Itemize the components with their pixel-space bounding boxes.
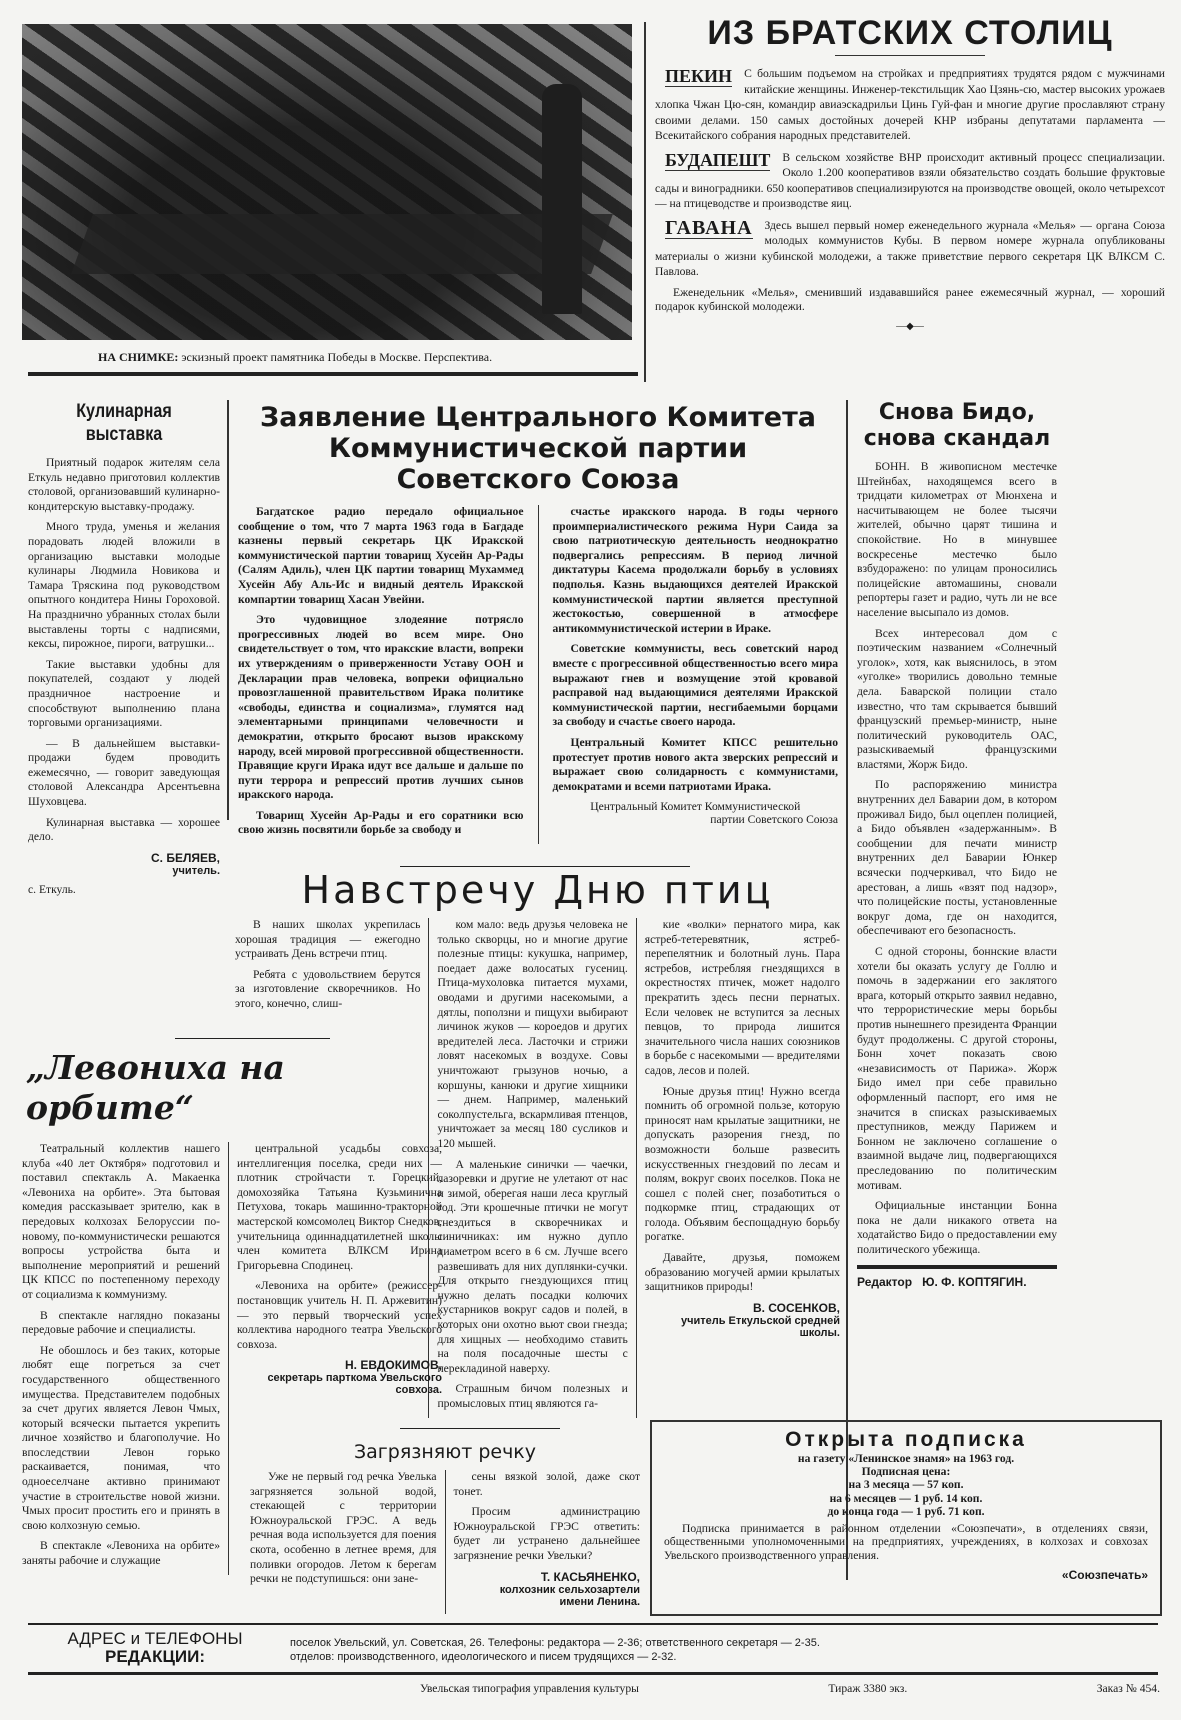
statement-paragraph: Товарищ Хусейн Ар-Рады и его соратники всю свою жизнь посвятили борьбе за свободу и <box>238 808 524 837</box>
statement-title-line3: Советского Союза <box>396 464 680 495</box>
levonikha-paragraph: Театральный коллектив нашего клуба «40 лет Октября» подготовил и поставил спектакль А. Макаенка «Левониха на орбите». Эта бытовая комедия рассказывает зрителю, как в передовых колхозах Белоруссии по-новому, по-коммунистически решаются вопросы устройства быта и выполнение мероприятий и решений ЦК КПСС по постепенному переходу от социализма к коммунизму. <box>22 1142 220 1301</box>
capitals-item <box>655 66 1165 144</box>
levonikha-col1 <box>22 1142 220 1575</box>
statement-signature-line1: Центральный Комитет Коммунистической <box>590 800 801 814</box>
footer-printer: Увельская типография управления культуры <box>420 1682 639 1695</box>
culinary-title-line2: выставка <box>85 424 163 445</box>
subscription-price: на 6 месяцев — 1 руб. 14 коп. <box>829 1491 983 1505</box>
capitals-item <box>655 218 1165 280</box>
subscription-text: Подписка принимается в районном отделении «Союзпечати», в отделениях связи, общественными уполномоченными на предприятиях, учреждениях, в колхозах и совхозах Увельского производственного управления. <box>664 1521 1148 1562</box>
rule-under-photo <box>28 372 638 376</box>
statement-col2 <box>553 505 839 844</box>
subscription-prices <box>664 1478 1148 1519</box>
statement-article <box>238 402 838 844</box>
birds-col-rule <box>636 918 637 1418</box>
bido-paragraph: По распоряжению министра внутренних дел Баварии дом, в котором проживал Бидо, был оцеплен полицией, а Бидо объявлен «задержанным». В сообщении для печати министр внутренних дел Баварии Юнкер всячески подчеркивал, что Бидо не арестован, а лишь «взят под надзор», что полицейские посты, установленные вокруг дома, где он находится, обеспечивают его безопасность. <box>857 778 1057 938</box>
river-paragraph: сены вязкой золой, даже скот тонет. <box>453 1470 641 1498</box>
levonikha-author-role: секретарь парткома Увельского совхоза. <box>267 1372 442 1397</box>
photo-caption-lead: НА СНИМКЕ: <box>98 350 179 364</box>
rule-footer-bottom <box>28 1672 1158 1675</box>
rule-culinary-right <box>227 400 229 820</box>
bido-title <box>857 400 1057 452</box>
city-budapest-text: В сельском хозяйстве ВНР происходит активный процесс специализации. Около 1.200 кооперативов взяли обязательство создать большие фруктовые сады и виноградники. 650 кооперативов специализируются на производстве овощей, около четырехсот — на птицеводстве и производстве яиц. <box>655 150 1165 210</box>
rule-capitals-left <box>644 22 646 382</box>
statement-paragraph: счастье иракского народа. В годы черного проимпериалистического режима Нури Саида за свою патриотическую деятельность неоднократно подвергались репрессиям. В период личной диктатуры Касема продолжали борьбу в условиях подполья. Казнь выдающихся деятелей Иракской коммунистической партии является преступной жестокостью, совершенной в атмосфере антикоммунистической истерии в Ираке. <box>552 505 838 635</box>
city-havana-text: Здесь вышел первый номер еженедельного журнала «Мелья» — органа Союза молодых коммунистов Кубы. В первом номере журнала опубликованы материалы о жизни кубинской молодежи, а также приветствие первого секретаря ЦК ВЛКСМ С. Павлова. <box>655 218 1165 278</box>
editor-line <box>857 1275 1057 1289</box>
statement-title-line2: Коммунистической партии <box>328 433 748 464</box>
statement-col1 <box>238 505 524 844</box>
river-paragraph: Просим администрацию Южноуральской ГРЭС ответить: будет ли устранено дальнейшее загрязнение речки Увельки? <box>453 1505 641 1562</box>
river-title: Загрязняют речку <box>353 1441 537 1463</box>
culinary-place: с. Еткуль. <box>28 882 76 896</box>
city-havana: ГАВАНА <box>665 216 753 239</box>
birds-author: В. СОСЕНКОВ, <box>752 1300 840 1315</box>
birds-col3 <box>645 918 840 1418</box>
river-paragraph: Уже не первый год речка Увелька загрязняется зольной водой, стекающей с территории Южноуральской ГРЭС. А ведь речная вода используется для поения скота, особенно в летнее время, для поливки огородов. Летом к берегам речки не подступишься: они зане- <box>250 1470 437 1586</box>
statement-title <box>238 402 838 495</box>
river-article <box>250 1440 640 1614</box>
birds-paragraph: Давайте, друзья, поможем образованию могучей армии крылатых защитников природы! <box>644 1251 840 1294</box>
statement-signature-line2: партии Советского Союза <box>710 813 838 827</box>
levonikha-paragraph: «Левониха на орбите» (режиссер-постановщик учитель Н. П. Аржевитин) — это первый творческий успех коллектива народного театра Увельского совхоза. <box>237 1279 442 1351</box>
photo-monument-base <box>71 214 613 274</box>
editor-name: Ю. Ф. КОПТЯГИН. <box>922 1275 1027 1290</box>
photo-caption <box>98 350 638 365</box>
birds-paragraph: кие «волки» пернатого мира, как ястреб-тетеревятник, ястреб-перепелятник и болотный лунь. Пара ястребов, истребляя гнездящихся в окрестностях птичек, может надолго прекратить здесь песни пернатых. Если человек не вступится за лесных певцов, то природа лишится значительного числа наших союзников в борьбе с насекомыми — вредителями садов, лесов и полей. <box>644 918 840 1077</box>
statement-title-line1: Заявление Центрального Комитета <box>260 402 816 433</box>
culinary-author-role: учитель. <box>172 864 220 877</box>
bido-article <box>857 400 1057 1289</box>
subscription-subtitle: на газету «Ленинское знамя» на 1963 год. <box>797 1452 1015 1465</box>
subscription-box <box>650 1420 1162 1616</box>
rule-bido-left <box>846 400 848 1580</box>
capitals-title: ИЗ БРАТСКИХ СТОЛИЦ <box>707 14 1113 52</box>
statement-paragraph: Багдатское радио передало официальное сообщение о том, что 7 марта 1963 года в Багдаде казнены первый секретарь ЦК Иракской коммунистической партии товарищ Хусейн Ар-Рады (Салям Адиль), член ЦК партии товарищ Мухаммед Хусейн Абу Аль-Ис и видный деятель Иракской компартии товарищ Хасан Увейни. <box>238 505 524 606</box>
culinary-author: С. БЕЛЯЕВ, <box>150 850 220 865</box>
birds-title: Навстречу Дню птиц <box>301 868 774 912</box>
city-beijing-text: С большим подъемом на стройках и предприятиях трудятся рядом с мужчинами китайские женщины. Инженер-текстильщик Хао Цзянь-сю, мастер высоких урожаев хлопка Чжан Цю-сян, командир авиаэскадрильи Цинь Гуй-фан и многие другие прославляют страну своими делами. 150 самых достойных дочерей КНР избраны депутатами парламента — Всекитайского собрания народных представителей. <box>655 67 1165 142</box>
subscription-title: Открыта подписка <box>785 1428 1027 1451</box>
culinary-paragraph: Много труда, уменья и желания порадовать людей вложили в организацию выставки молодые кулинары Людмила Новикова и Тамара Тряскина под руководством опытного кондитера Нины Гороховой. На празднично убранных столах были выставлены торты с надписями, кексы, пирожное, пироги, ватрушки... <box>28 520 220 651</box>
river-col1 <box>250 1470 437 1614</box>
river-author-role-line1: колхозник сельхозартели <box>499 1583 641 1596</box>
capitals-title-underline <box>835 55 985 56</box>
bido-title-line2: снова скандал <box>863 426 1051 451</box>
editor-label: Редактор <box>857 1275 913 1290</box>
photo-shading <box>22 24 632 340</box>
birds-paragraph: А маленькие синички — чаечки, лазоревки и другие не улетают от нас и зимой, оберегая наши леса круглый год. Эти крошечные птички не могут гнездиться в скворечниках и синичниках: им нужно дупло диаметром всего в 6 см. Лучше всего развешивать для них дуплянки-сучки. Для открыто гнездующихся птиц нужно делать посадки колючих кустарников вокруг садов и полей, в которых они охотно вьют свои гнезда; для хищных — необходимо ставить на поля посадочные шесты с перекладиной наверху. <box>437 1157 628 1375</box>
culinary-paragraph: Кулинарная выставка — хорошее дело. <box>28 815 220 844</box>
bido-paragraph: Официальные инстанции Бонна пока не дали никакого ответа на ходатайство Бидо о предоставлении ему политического убежища. <box>857 1199 1057 1256</box>
levonikha-author: Н. ЕВДОКИМОВ, <box>344 1358 442 1373</box>
footer-printer-line <box>420 1682 1160 1696</box>
birds-paragraph: Страшным бичом полезных и промысловых птиц являются га- <box>437 1382 628 1410</box>
capitals-section <box>655 14 1165 332</box>
birds-paragraph: Ребята с удовольствием берутся за изготовление скворечников. Но этого, конечно, слиш- <box>235 967 421 1010</box>
river-col-rule <box>445 1470 446 1614</box>
culinary-paragraph: Такие выставки удобны для покупателей, создают у людей праздничное настроение и способствуют выполнению плана торговыми организациями. <box>28 657 220 730</box>
photo-caption-text: эскизный проект памятника Победы в Москве. Перспектива. <box>181 350 493 364</box>
footer-label-line1: АДРЕС и ТЕЛЕФОНЫ <box>67 1629 243 1648</box>
river-author-role-line2: имени Ленина. <box>559 1595 641 1608</box>
subscription-price: на 3 месяца — 57 коп. <box>848 1478 964 1491</box>
subscription-signature: «Союзпечать» <box>1061 1568 1148 1582</box>
rule-above-birds <box>400 866 690 867</box>
footer-address <box>290 1636 1170 1664</box>
birds-author-role: учитель Еткульской средней школы. <box>680 1314 840 1339</box>
birds-paragraph: В наших школах укрепилась хорошая традиция — ежегодно устраивать День встречи птиц. <box>235 918 421 961</box>
footer-order: Заказ № 454. <box>1096 1682 1160 1695</box>
city-budapest: БУДАПЕШТ <box>665 149 771 170</box>
levonikha-paragraph: В спектакле «Левониха на орбите» заняты рабочие и служащие <box>22 1539 220 1568</box>
footer-address-line2: отделов: производственного, идеологического и писем трудящихся — 2-32. <box>290 1651 677 1663</box>
capitals-closing: Еженедельник «Мелья», сменивший издававшийся ранее ежемесячный журнал, — хороший подарок кубинской молодежи. <box>655 285 1165 314</box>
culinary-title-line1: Кулинарная <box>76 401 172 422</box>
culinary-paragraph: Приятный подарок жителям села Еткуль недавно приготовил коллектив столовой, организовавший кулинарно-кондитерскую выставку-продажу. <box>28 456 220 513</box>
levonikha-col-rule <box>228 1142 229 1575</box>
levonikha-paragraph: Не обошлось и без таких, которые любят еще погреться за счет государственного общественного имущества. Представителем подобных за счет других является Левон Чмых, который всячески пытается укрепить личное хозяйство и благополучие. Но впоследствии Левон горько раскаивается, понимая, что одноеселчане активно принимают участие в строительстве новой жизни. Чмых просит простить его и принять в свою колхозную семью. <box>22 1343 220 1532</box>
birds-paragraph: ком мало: ведь друзья человека не только скворцы, но и многие другие полезные птицы: кукушка, например, поедает даже волосатых гусениц. Птица-мухоловка питается мухами, оводами и другими насекомыми, а дятлы, поползни и пищухи выбирают личинок жуков — короедов и других вредителей леса. Ласточки и стрижи ловят насекомых в воздухе. Совы уничтожают грызунов ночью, а коршуны, канюки и другие хищники — днем. Например, маленький соколпустельга, вскармливая птенцов, уничтожает за месяц 180 сусликов и 120 мышей. <box>437 918 628 1150</box>
monument-photo <box>22 24 632 340</box>
bido-title-line1: Снова Бидо, <box>878 400 1036 425</box>
bido-paragraph: Всех интересовал дом с поэтическим названием «Солнечный уголок», хотя, как выяснилось, в этом «уголке» творились довольно темные дела. Баварской полиции стало известно, что там скрывается бывший французский премьер-министр, ныне политический руководитель ОАС, разыскиваемый французскими властями, Жорж Бидо. <box>857 626 1057 771</box>
subscription-price: до конца года — 1 руб. 71 коп. <box>827 1505 985 1518</box>
birds-paragraph: Юные друзья птиц! Нужно всегда помнить об огромной пользе, которую приносят нам крылатые защитники, не допускать разорения гнезд, по возможности больше развесить искусственных гнездовий по лесам и полям, вокруг своих поселков. Пока не сошел с полей снег, позаботиться о подкормке птиц, страдающих от голода. Объявим беспощадную борьбу рогатке. <box>644 1084 840 1244</box>
photo-monument-figure <box>542 84 582 314</box>
city-beijing: ПЕКИН <box>665 66 733 86</box>
statement-paragraph: Это чудовищное злодеяние потрясло прогрессивных людей во всем мире. Оно свидетельствует о том, что иракские власти, вопреки их утверждениям о приверженности Уставу ООН и Декларации прав человека, вопреки официально провозглашенной правительством Ирака политике «свободы, единства и социализма», глумятся над элементарными принципами человечности и демократии, открыто бросают вызов иракскому народу, всей мировой прогрессивной общественности. Правящие круги Ирака идут все дальше и дальше по пути террора и репрессий против лучших сынов иракского народа. <box>238 613 524 802</box>
bido-paragraph: С одной стороны, боннские власти хотели бы оказать услугу де Голлю и помочь в задержании его заклятого врага, который открыто заявил недавно, что террористические меры борьбы против нынешнего президента Франции будут продолжены. С другой стороны, Бонн хочет показать свою «независимость от Парижа». Жорж Бидо имел при себе правильно оформленный паспорт, его имя не значится в списках разыскиваемых преступников, между Парижем и Бонном не заключено соглашение о взаимной выдаче лиц, подвергающихся преследованию по политическим мотивам. <box>857 945 1057 1192</box>
footer-circulation: Тираж 3380 экз. <box>828 1682 908 1695</box>
footer-address-line1: поселок Увельский, ул. Советская, 26. Телефоны: редактора — 2-36; ответственного секретаря — 2-35. <box>290 1637 820 1649</box>
culinary-title <box>42 400 205 446</box>
footer-label <box>50 1630 260 1666</box>
culinary-article <box>28 400 220 896</box>
statement-paragraph: Советские коммунисты, весь советский народ вместе с прогрессивной общественностью всего мира выражают гнев и возмущение этой кровавой расправой над выдающимися деятелями Иракской коммунистической партии, несгибаемыми борцами за свободу и счастье своего народа. <box>552 642 838 729</box>
statement-paragraph: Центральный Комитет КПСС решительно протестует против нового акта зверских репрессий и выражает свою солидарность с коммунистами, демократами и всеми патриотами Ирака. <box>552 735 838 793</box>
rule-above-levonikha <box>175 1038 330 1039</box>
birds-col2 <box>437 918 627 1418</box>
rule-above-river <box>400 1428 560 1429</box>
rule-footer-top <box>28 1623 1158 1625</box>
bido-paragraph: БОНН. В живописном местечке Штейнбах, находящемся всего в тридцати километрах от Мюнхена и насчитывающем не более тысячи жителей, обычно царят тишина и спокойствие. Но в минувшее воскресенье местечко было взбудоражено: по улицам проносились полицейские автомашины, сновали репортеры газет и радио, чуть ли не все население высыпало из домов. <box>857 460 1057 619</box>
footer-label-line2: РЕДАКЦИИ: <box>105 1647 205 1666</box>
rule-above-editor <box>857 1265 1057 1269</box>
river-author: Т. КАСЬЯНЕНКО, <box>540 1569 641 1584</box>
culinary-paragraph: — В дальнейшем выставки-продажи будем проводить ежемесячно, — говорит заведующая столовой Александра Арсентьевна Шуховцева. <box>28 736 220 809</box>
subscription-price-label: Подписная цена: <box>861 1465 951 1478</box>
divider-ornament-icon: —◆— <box>896 320 924 332</box>
river-col2 <box>454 1470 641 1614</box>
statement-col-rule <box>538 505 539 844</box>
levonikha-paragraph: В спектакле наглядно показаны передовые рабочие и специалисты. <box>22 1308 220 1337</box>
capitals-item <box>655 150 1165 212</box>
levonikha-title: „Левониха на орбите“ <box>26 1048 285 1127</box>
levonikha-paragraph: центральной усадьбы совхоза, интеллигенция поселка, среди них — плотник стройчасти т. Горецкий, домохозяйка Татьяна Кузьминична Петухова, токарь машинно-тракторной мастерской комсомолец Виктор Снедков, учительница одиннадцатилетней школы член комитета ВЛКСМ Ирина Григорьевна Сподинец. <box>237 1142 442 1272</box>
